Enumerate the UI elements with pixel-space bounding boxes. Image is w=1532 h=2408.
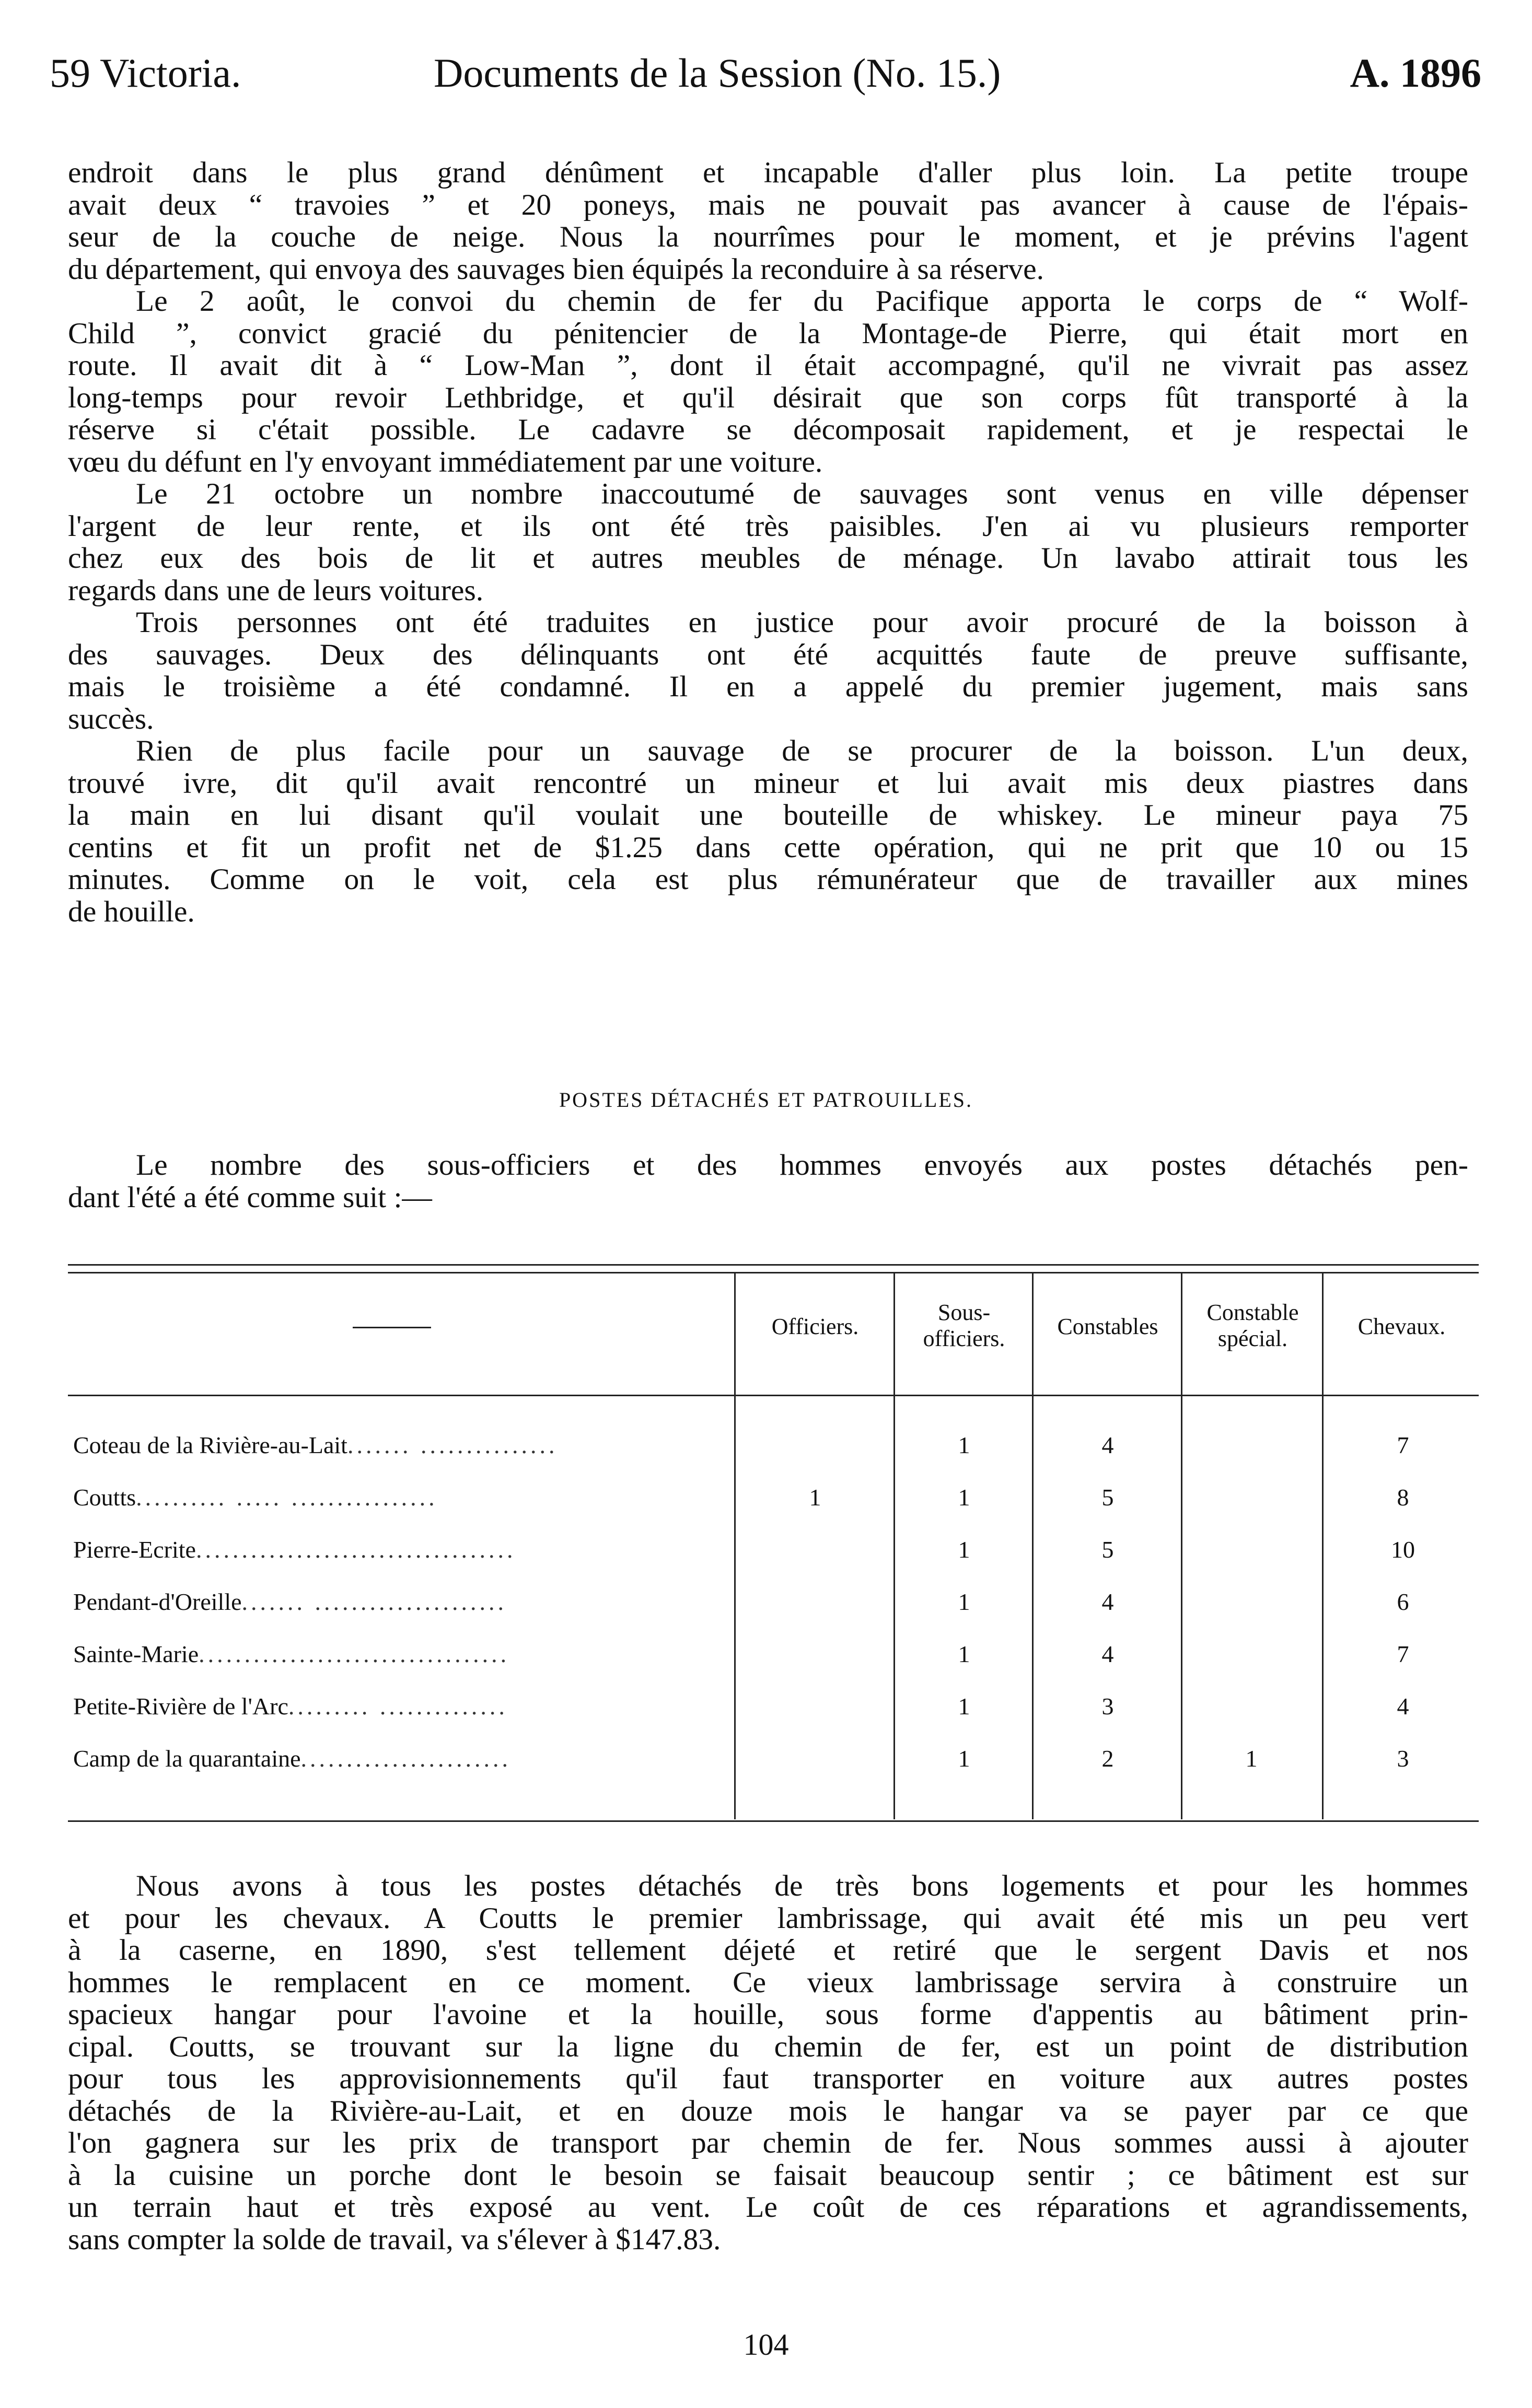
table-bottom-rule xyxy=(68,1820,1479,1822)
text-line: du département, qui envoya des sauvages bien équipés la reconduire à sa réserve. xyxy=(68,252,1044,286)
header-officiers: Officiers. xyxy=(771,1314,859,1339)
text-line: détachés de la Rivière-au-Lait, et en douze mois le hangar va se payer par ce que xyxy=(68,2094,1468,2128)
text-line: à la cuisine un porche dont le besoin se faisait beaucoup sentir ; ce bâtiment est sur xyxy=(68,2158,1468,2192)
paragraph-5 xyxy=(68,735,1468,928)
text-line: réserve si c'était possible. Le cadavre se décomposait rapidement, et je respectai le xyxy=(68,413,1468,446)
row-post-name: Pierre-Ecrite................................... xyxy=(73,1536,516,1563)
paragraph-3 xyxy=(68,478,1468,606)
cell-chevaux: 7 xyxy=(1397,1641,1409,1667)
text-line: endroit dans le plus grand dénûment et incapable d'aller plus loin. La petite troupe xyxy=(68,156,1468,189)
cell-chevaux: 10 xyxy=(1391,1536,1415,1563)
text-line: pour tous les approvisionnements qu'il faut transporter en voiture aux autres postes xyxy=(68,2062,1468,2095)
text-line: Le nombre des sous-officiers et des hommes envoyés aux postes détachés pen- xyxy=(136,1149,1468,1182)
paragraph-1 xyxy=(68,157,1468,285)
text-line: avait deux “ travoies ” et 20 poneys, mais ne pouvait pas avancer à cause de l'épais- xyxy=(68,188,1468,221)
cell-sous-officiers: 1 xyxy=(958,1693,970,1720)
table-intro xyxy=(68,1149,1468,1213)
text-line: sans compter la solde de travail, va s'élever à $147.83. xyxy=(68,2223,721,2256)
text-line: chez eux des bois de lit et autres meubles de ménage. Un lavabo attirait tous les xyxy=(68,542,1468,575)
cell-constable-special: 1 xyxy=(1245,1745,1258,1772)
header-series-year: A. 1896 xyxy=(1350,50,1481,96)
text-line: des sauvages. Deux des délinquants ont été acquittés faute de preuve suffisante, xyxy=(68,638,1468,671)
text-line: la main en lui disant qu'il voulait une bouteille de whiskey. Le mineur paya 75 xyxy=(68,799,1468,832)
text-line: l'argent de leur rente, et ils ont été très paisibles. J'en ai vu plusieurs remporter xyxy=(68,509,1468,543)
text-line: succès. xyxy=(68,702,154,735)
row-post-name: Petite-Rivière de l'Arc......... .............. xyxy=(73,1693,508,1720)
text-line: à la caserne, en 1890, s'est tellement déjeté et retiré que le sergent Davis et nos xyxy=(68,1934,1468,1967)
cell-constables: 3 xyxy=(1101,1693,1114,1720)
text-line: Child ”, convict gracié du pénitencier de la Montage-de Pierre, qui était mort en xyxy=(68,317,1468,350)
paragraph-4 xyxy=(68,606,1468,735)
cell-constables: 4 xyxy=(1101,1641,1114,1667)
text-line: et pour les chevaux. A Coutts le premier lambrissage, qui avait été mis un peu vert xyxy=(68,1901,1468,1935)
text-line: seur de la couche de neige. Nous la nourrîmes pour le moment, et je prévins l'agent xyxy=(68,220,1468,253)
header-document-title: Documents de la Session (No. 15.) xyxy=(434,50,1001,96)
cell-chevaux: 3 xyxy=(1397,1745,1409,1772)
text-line: un terrain haut et très exposé au vent. Le coût de ces réparations et agrandissements, xyxy=(68,2191,1468,2224)
cell-constables: 4 xyxy=(1101,1432,1114,1458)
cell-constables: 4 xyxy=(1101,1588,1114,1615)
text-line: centins et fit un profit net de $1.25 dans cette opération, qui ne prit que 10 ou 15 xyxy=(68,831,1468,864)
text-line: Rien de plus facile pour un sauvage de se procurer de la boisson. L'un deux, xyxy=(136,734,1468,767)
text-line: Trois personnes ont été traduites en justice pour avoir procuré de la boisson à xyxy=(136,606,1468,639)
header-sous-officiers-line1: Sous- xyxy=(937,1300,991,1325)
cell-chevaux: 7 xyxy=(1397,1432,1409,1458)
paragraph-closing xyxy=(68,1870,1468,2255)
cell-constables: 2 xyxy=(1101,1745,1114,1772)
text-line: spacieux hangar pour l'avoine et la houille, sous forme d'appentis au bâtiment prin- xyxy=(68,1998,1468,2031)
table-row xyxy=(68,1577,1479,1630)
header-dash xyxy=(353,1327,431,1328)
cell-sous-officiers: 1 xyxy=(958,1484,970,1511)
text-line: Nous avons à tous les postes détachés de très bons logements et pour les hommes xyxy=(136,1869,1468,1902)
text-line: l'on gagnera sur les prix de transport par chemin de fer. Nous sommes aussi à ajouter xyxy=(68,2126,1468,2159)
text-line: de houille. xyxy=(68,895,195,928)
cell-constables: 5 xyxy=(1101,1484,1114,1511)
cell-chevaux: 6 xyxy=(1397,1588,1409,1615)
header-constable-special-line2: spécial. xyxy=(1217,1326,1288,1351)
header-constables: Constables xyxy=(1057,1314,1158,1339)
cell-chevaux: 8 xyxy=(1397,1484,1409,1511)
table-row xyxy=(68,1630,1479,1682)
cell-officiers: 1 xyxy=(809,1484,821,1511)
page-number: 104 xyxy=(743,2328,789,2362)
cell-constables: 5 xyxy=(1101,1536,1114,1563)
table-row xyxy=(68,1421,1479,1473)
text-line: dant l'été a été comme suit :— xyxy=(68,1180,432,1214)
header-constable-special-line1: Constable xyxy=(1206,1300,1299,1325)
row-post-name: Coteau de la Rivière-au-Lait....... ............... xyxy=(73,1432,558,1458)
table-row xyxy=(68,1734,1479,1786)
cell-sous-officiers: 1 xyxy=(958,1641,970,1667)
text-line: mais le troisième a été condamné. Il en a appelé du premier jugement, mais sans xyxy=(68,670,1468,703)
table-top-rule xyxy=(68,1264,1479,1273)
cell-chevaux: 4 xyxy=(1397,1693,1409,1720)
header-bottom-rule xyxy=(68,1395,1479,1396)
paragraph-2 xyxy=(68,285,1468,478)
text-line: Le 21 octobre un nombre inaccoutumé de sauvages sont venus en ville dépenser xyxy=(136,477,1468,510)
row-post-name: Sainte-Marie.................................. xyxy=(73,1641,510,1667)
running-header xyxy=(50,50,1481,112)
table-row xyxy=(68,1682,1479,1734)
text-line: long-temps pour revoir Lethbridge, et qu'il désirait que son corps fût transporté à la xyxy=(68,381,1468,414)
table-row xyxy=(68,1525,1479,1577)
text-line: hommes le remplacent en ce moment. Ce vieux lambrissage servira à construire un xyxy=(68,1966,1468,1999)
header-regnal-year: 59 Victoria. xyxy=(50,50,241,96)
cell-sous-officiers: 1 xyxy=(958,1588,970,1615)
text-line: Le 2 août, le convoi du chemin de fer du Pacifique apporta le corps de “ Wolf- xyxy=(136,285,1468,318)
text-line: route. Il avait dit à “ Low-Man ”, dont il était accompagné, qu'il ne vivrait pas assez xyxy=(68,349,1468,382)
header-chevaux: Chevaux. xyxy=(1357,1314,1446,1339)
row-post-name: Camp de la quarantaine....................... xyxy=(73,1745,512,1772)
text-line: vœu du défunt en l'y envoyant immédiatement par une voiture. xyxy=(68,445,823,478)
section-title: POSTES DÉTACHÉS ET PATROUILLES. xyxy=(559,1088,973,1112)
cell-sous-officiers: 1 xyxy=(958,1745,970,1772)
text-line: trouvé ivre, dit qu'il avait rencontré un mineur et lui avait mis deux piastres dans xyxy=(68,766,1468,800)
row-post-name: Pendant-d'Oreille....... ..................... xyxy=(73,1588,507,1615)
row-post-name: Coutts.......... ..... ................ xyxy=(73,1484,438,1511)
text-line: regards dans une de leurs voitures. xyxy=(68,574,484,607)
cell-sous-officiers: 1 xyxy=(958,1536,970,1563)
table-row xyxy=(68,1473,1479,1525)
cell-sous-officiers: 1 xyxy=(958,1432,970,1458)
text-line: minutes. Comme on le voit, cela est plus rémunérateur que de travailler aux mines xyxy=(68,863,1468,896)
text-line: cipal. Coutts, se trouvant sur la ligne du chemin de fer, est un point de distribution xyxy=(68,2030,1468,2063)
header-sous-officiers-line2: officiers. xyxy=(923,1326,1005,1351)
